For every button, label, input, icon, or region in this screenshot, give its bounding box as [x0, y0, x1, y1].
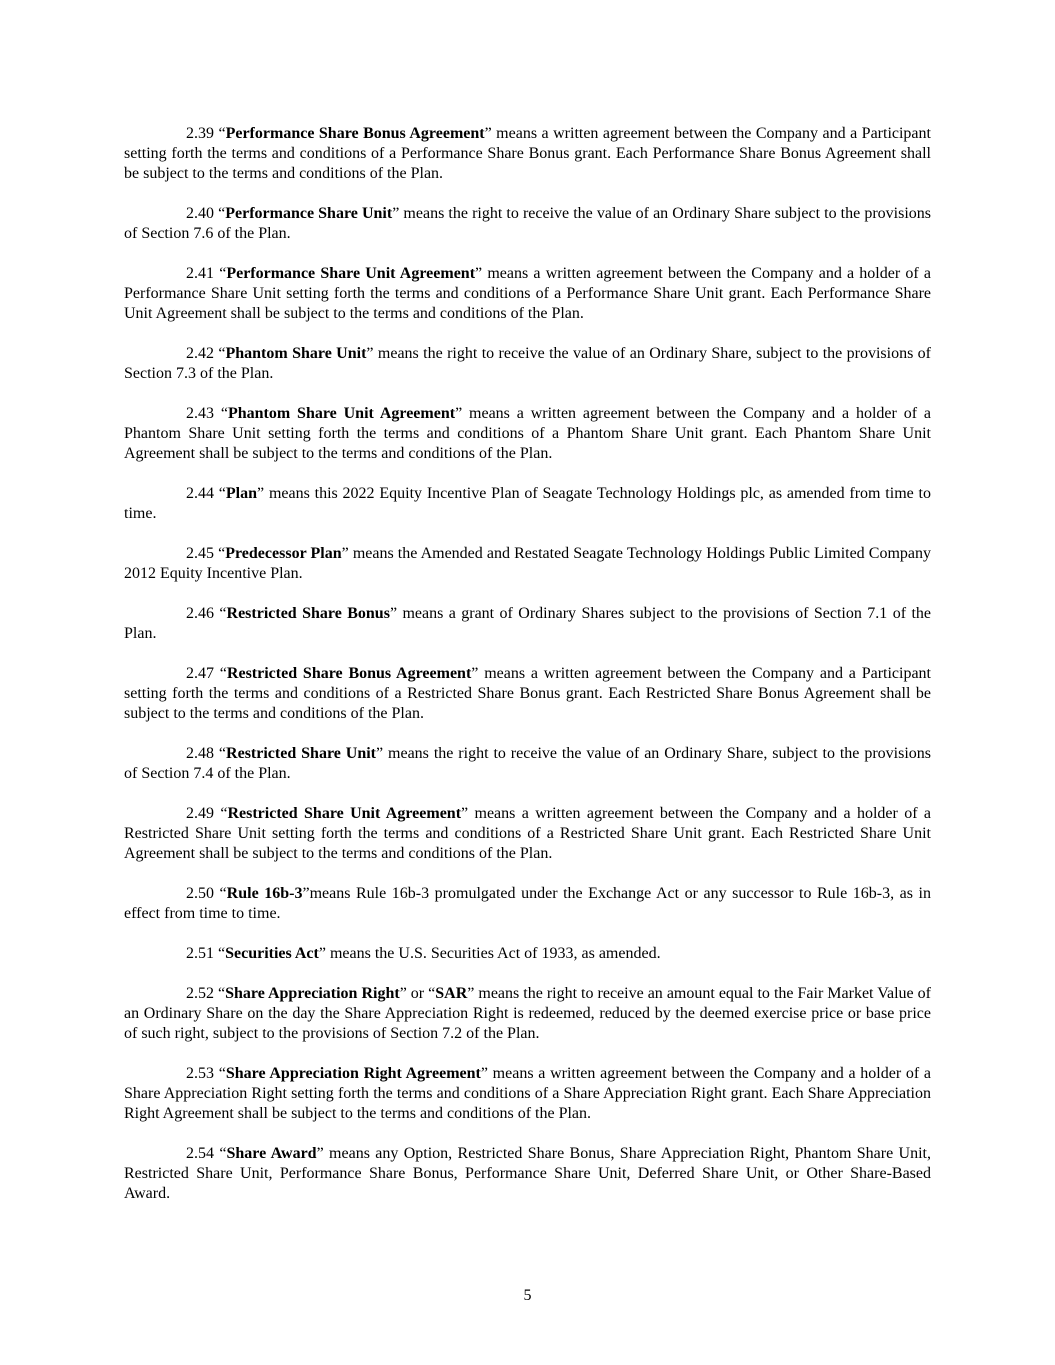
section-number: 2.44	[186, 485, 214, 502]
defined-term: Restricted Share Unit	[226, 745, 376, 762]
defined-term: Performance Share Bonus Agreement	[225, 125, 485, 142]
definition-2-51: 2.51 “Securities Act” means the U.S. Securities Act of 1933, as amended.	[186, 945, 661, 962]
definition-text: means the Amended and Restated Seagate Technology Holdings Public Limited Company 2012 Equity Incentive Plan.	[124, 545, 932, 582]
defined-term: Predecessor Plan	[225, 545, 342, 562]
page-number: 5	[523, 1287, 532, 1304]
defined-term: Share Appreciation Right	[225, 985, 400, 1002]
defined-term: Rule 16b-3	[226, 885, 303, 902]
defined-term: Securities Act	[225, 945, 319, 962]
definition-2-43: 2.43 “Phantom Share Unit Agreement” means a written agreement between the Company and a holder of a Phantom Share Unit setting forth the terms and conditions of a Phantom Share Unit grant. Each Phantom Share Unit Agreement shall be subject to the terms and conditions of the Plan.	[124, 405, 931, 462]
definition-text: means a written agreement between the Company and a Participant setting forth the terms and conditions of a Restricted Share Bonus grant. Each Restricted Share Bonus Agreement shall be subject to the terms and conditions of the Plan.	[124, 665, 932, 722]
definition-2-46: 2.46 “Restricted Share Bonus” means a grant of Ordinary Shares subject to the provisions of Section 7.1 of the Plan.	[124, 605, 931, 642]
definition-text: means a written agreement between the Company and a holder of a Phantom Share Unit setting forth the terms and conditions of a Phantom Share Unit grant. Each Phantom Share Unit Agreement shall be subject to the terms and conditions of the Plan.	[124, 405, 931, 462]
defined-term: Restricted Share Bonus	[226, 605, 390, 622]
definition-2-39: 2.39 “Performance Share Bonus Agreement” means a written agreement between the Company and a Participant setting forth the terms and conditions of a Performance Share Bonus grant. Each Performance Share Bonus Agreement shall be subject to the terms and conditions of the Plan.	[124, 125, 931, 182]
defined-term: Performance Share Unit Agreement	[226, 265, 476, 282]
definition-text: means a written agreement between the Company and a Participant setting forth the terms and conditions of a Performance Share Bonus grant. Each Performance Share Bonus Agreement shall be subject to the terms and conditions of the Plan.	[124, 125, 931, 182]
document-page	[124, 124, 931, 1224]
definition-connector: or “	[406, 985, 436, 1002]
definition-2-53: 2.53 “Share Appreciation Right Agreement” means a written agreement between the Company and a holder of a Share Appreciation Right setting forth the terms and conditions of a Share Appreciation Right grant. Each Share Appreciation Right Agreement shall be subject to the terms and conditions of the Plan.	[124, 1065, 932, 1122]
defined-term: Share Appreciation Right Agreement	[225, 1065, 481, 1082]
definition-text: means the right to receive the value of an Ordinary Share, subject to the provisions of Section 7.3 of the Plan.	[124, 345, 932, 382]
definition-2-50: 2.50 “Rule 16b-3”means Rule 16b-3 promulgated under the Exchange Act or any successor to Rule 16b-3, as in effect from time to time.	[124, 885, 932, 922]
definition-text: means the U.S. Securities Act of 1933, as amended.	[325, 945, 661, 962]
defined-term: Plan	[225, 485, 258, 502]
defined-term-abbreviation: SAR	[435, 985, 468, 1002]
definition-2-48: 2.48 “Restricted Share Unit” means the right to receive the value of an Ordinary Share, subject to the provisions of Section 7.4 of the Plan.	[124, 745, 931, 782]
defined-term: Performance Share Unit	[225, 205, 393, 222]
section-number: 2.41	[186, 265, 214, 282]
section-number: 2.42	[186, 345, 214, 362]
section-number: 2.43	[186, 405, 214, 422]
defined-term: Restricted Share Bonus Agreement	[226, 665, 472, 682]
defined-term: Phantom Share Unit Agreement	[227, 405, 456, 422]
definition-text: means a written agreement between the Company and a holder of a Restricted Share Unit setting forth the terms and conditions of a Restricted Share Unit grant. Each Restricted Share Unit Agreement shall be subject to the terms and conditions of the Plan.	[124, 805, 931, 862]
section-number: 2.50	[186, 885, 214, 902]
definition-2-47: 2.47 “Restricted Share Bonus Agreement” means a written agreement between the Company and a Participant setting forth the terms and conditions of a Restricted Share Bonus grant. Each Restricted Share Bonus Agreement shall be subject to the terms and conditions of the Plan.	[124, 665, 932, 722]
section-number: 2.40	[186, 205, 214, 222]
definition-text: means the right to receive the value of an Ordinary Share subject to the provisions of Section 7.6 of the Plan.	[124, 205, 932, 242]
definition-2-45: 2.45 “Predecessor Plan” means the Amended and Restated Seagate Technology Holdings Public Limited Company 2012 Equity Incentive Plan.	[124, 545, 932, 582]
definition-text: means the right to receive an amount equal to the Fair Market Value of an Ordinary Share on the day the Share Appreciation Right is redeemed, reduced by the deemed exercise price or base price of such right, subject to the provisions of Section 7.2 of the Plan.	[124, 985, 931, 1042]
definition-2-44: 2.44 “Plan” means this 2022 Equity Incentive Plan of Seagate Technology Holdings plc, as amended from time to time.	[124, 485, 931, 522]
definition-2-52: 2.52 “Share Appreciation Right” or “SAR” means the right to receive an amount equal to the Fair Market Value of an Ordinary Share on the day the Share Appreciation Right is redeemed, reduced by the deemed exercise price or base price of such right, subject to the provisions of Section 7.2 of the Plan.	[124, 985, 931, 1042]
definition-text: means Rule 16b-3 promulgated under the Exchange Act or any successor to Rule 16b-3, as in effect from time to time.	[124, 885, 932, 922]
definition-2-54: 2.54 “Share Award” means any Option, Restricted Share Bonus, Share Appreciation Right, Phantom Share Unit, Restricted Share Unit, Performance Share Bonus, Performance Share Unit, Deferred Share Unit, or Other Share-Based Award.	[124, 1145, 932, 1202]
definition-text: means a grant of Ordinary Shares subject to the provisions of Section 7.1 of the Plan.	[124, 605, 931, 642]
section-number: 2.54	[186, 1145, 214, 1162]
section-number: 2.46	[186, 605, 214, 622]
section-number: 2.51	[186, 945, 214, 962]
section-number: 2.52	[186, 985, 214, 1002]
section-number: 2.48	[186, 745, 214, 762]
definition-2-41: 2.41 “Performance Share Unit Agreement” means a written agreement between the Company and a holder of a Performance Share Unit setting forth the terms and conditions of a Performance Share Unit grant. Each Performance Share Unit Agreement shall be subject to the terms and conditions of the Plan.	[124, 265, 932, 322]
definition-text: means a written agreement between the Company and a holder of a Share Appreciation Right setting forth the terms and conditions of a Share Appreciation Right grant. Each Share Appreciation Right Agreement shall be subject to the terms and conditions of the Plan.	[124, 1065, 932, 1122]
defined-term: Share Award	[226, 1145, 317, 1162]
section-number: 2.45	[186, 545, 214, 562]
section-number: 2.39	[186, 125, 214, 142]
section-number: 2.49	[186, 805, 214, 822]
definition-2-40: 2.40 “Performance Share Unit” means the right to receive the value of an Ordinary Share subject to the provisions of Section 7.6 of the Plan.	[124, 205, 932, 242]
definition-text: means a written agreement between the Company and a holder of a Performance Share Unit setting forth the terms and conditions of a Performance Share Unit grant. Each Performance Share Unit Agreement shall be subject to the terms and conditions of the Plan.	[124, 265, 932, 322]
definition-text: means the right to receive the value of an Ordinary Share, subject to the provisions of Section 7.4 of the Plan.	[124, 745, 931, 782]
section-number: 2.47	[186, 665, 214, 682]
definition-text: means this 2022 Equity Incentive Plan of Seagate Technology Holdings plc, as amended from time to time.	[124, 485, 931, 522]
defined-term: Restricted Share Unit Agreement	[227, 805, 462, 822]
definition-2-42: 2.42 “Phantom Share Unit” means the right to receive the value of an Ordinary Share, subject to the provisions of Section 7.3 of the Plan.	[124, 345, 932, 382]
section-number: 2.53	[186, 1065, 214, 1082]
definition-text: means any Option, Restricted Share Bonus, Share Appreciation Right, Phantom Share Unit, Restricted Share Unit, Performance Share Bonus, Performance Share Unit, Deferred Share Unit, or Other Share-Based Award.	[124, 1145, 932, 1202]
defined-term: Phantom Share Unit	[225, 345, 367, 362]
definition-2-49: 2.49 “Restricted Share Unit Agreement” means a written agreement between the Company and a holder of a Restricted Share Unit setting forth the terms and conditions of a Restricted Share Unit grant. Each Restricted Share Unit Agreement shall be subject to the terms and conditions of the Plan.	[124, 805, 931, 862]
